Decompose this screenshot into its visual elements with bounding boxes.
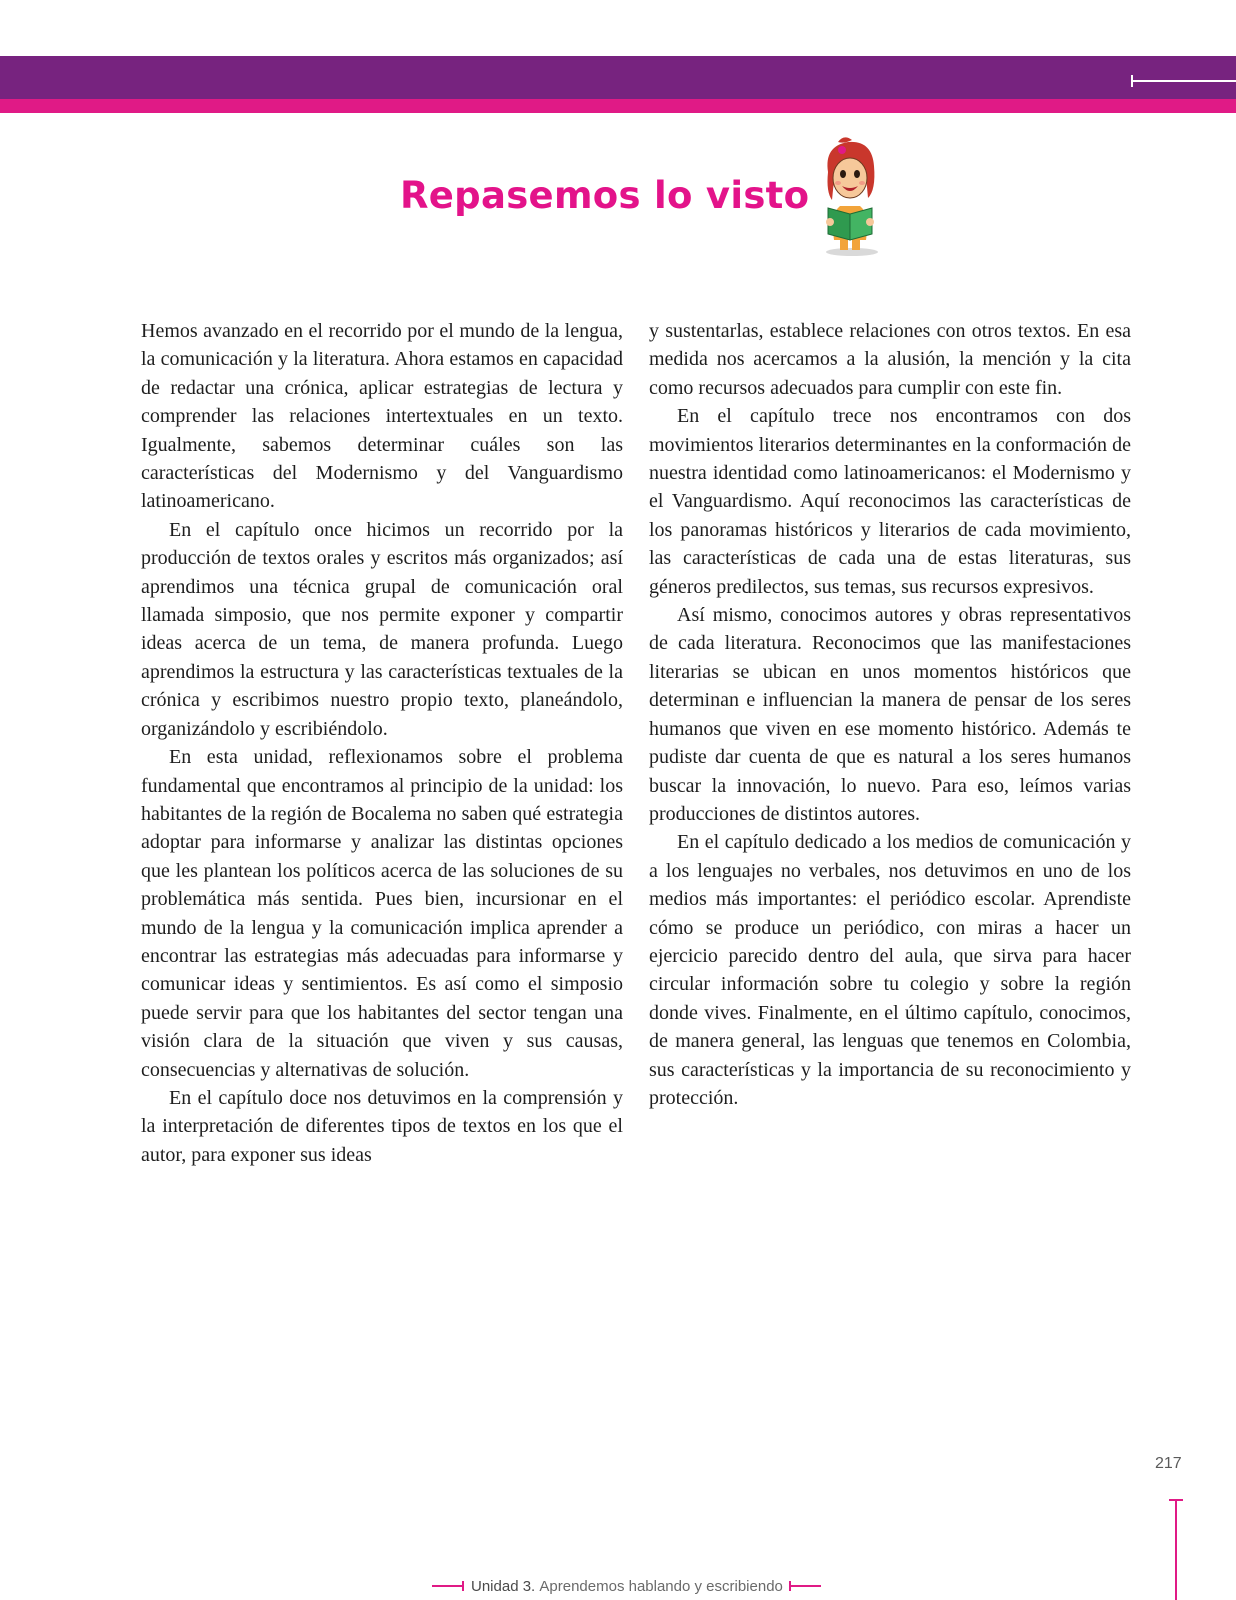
header-band-line — [1131, 80, 1236, 82]
footer-bar-right — [789, 1585, 821, 1587]
paragraph: En el capítulo trece nos encontramos con dos movimientos literarios determinantes en la conformación de nuestra identidad como latinoamericanos: el Modernismo y el Vanguardismo. Aquí reconocimos las características de los panoramas históricos y literarios de cada movimiento, las características de cada una de estas literaturas, sus géneros predilectos, sus temas, sus recursos expresivos. — [649, 405, 1131, 598]
page-title: Repasemos lo visto — [400, 174, 810, 217]
paragraph: Así mismo, conocimos autores y obras representativos de cada literatura. Reconocimos que las manifestaciones literarias se ubican en unos momentos históricos que determinan e influencian la manera de pensar de los seres humanos que viven en ese momento histórico. Además te pudiste dar cuenta de que es natural a los seres humanos buscar la innovación, lo nuevo. Para eso, leímos varias producciones de distintos autores. — [649, 604, 1131, 825]
header-band-tick — [1131, 75, 1133, 87]
paragraph: Hemos avanzado en el recorrido por el mundo de la lengua, la comunicación y la literatura. Ahora estamos en capacidad de redactar una crónica, aplicar estrategias de lectura y comprender las relaciones intertextuales en un texto. Igualmente, sabemos determinar cuáles son las características del Modernismo y del Vanguardismo latinoamericano. — [141, 320, 623, 513]
paragraph: En esta unidad, reflexionamos sobre el problema fundamental que encontramos al principio de la unidad: los habitantes de la región de Bocalema no saben qué estrategia adoptar para informarse y analizar las distintas opciones que les plantean los políticos acerca de las soluciones de su problemática más sentida. Pues bien, incursionar en el mundo de la lengua y la comunicación implica aprender a encontrar las estrategias más adecuadas para informarse y comunicar ideas y sentimientos. Es así como el simposio puede servir para que los habitantes del sector tengan una visión clara de la situación que viven y sus causas, consecuencias y alternativas de solución. — [141, 746, 623, 1081]
left-column — [141, 317, 623, 1169]
right-column — [649, 317, 1131, 1112]
paragraph: En el capítulo dedicado a los medios de comunicación y a los lenguajes no verbales, nos detuvimos en uno de los medios más importantes: el periódico escolar. Aprendiste cómo se produce un periódico, con miras a hacer un ejercicio parecido dentro del aula, que sirva para hacer circular información sobre tu colegio y sobre la región donde vives. Finalmente, en el último capítulo, conocimos, de manera general, las lenguas que tenemos en Colombia, sus características y la importancia de su reconocimiento y protección. — [649, 831, 1131, 1109]
footer-unit-label: Unidad 3. — [471, 1577, 536, 1595]
girl-reading-book-icon — [814, 136, 886, 258]
page-number: 217 — [1155, 1455, 1182, 1472]
header-band-pink — [0, 99, 1236, 113]
paragraph: y sustentarlas, establece relaciones con otros textos. En esa medida nos acercamos a la alusión, la mención y la cita como recursos adecuados para cumplir con este fin. — [649, 320, 1131, 399]
footer-unit-title: Aprendemos hablando y escribiendo — [539, 1577, 783, 1595]
footer-bar-left — [432, 1585, 464, 1587]
paragraph: En el capítulo doce nos detuvimos en la comprensión y la interpretación de diferentes tipos de textos en los que el autor, para exponer sus ideas — [141, 1086, 623, 1166]
side-marker-line — [1175, 1500, 1177, 1600]
running-footer — [432, 1576, 821, 1596]
header-band-purple — [0, 56, 1236, 99]
paragraph: En el capítulo once hicimos un recorrido por la producción de textos orales y escritos más organizados; así aprendimos una técnica grupal de comunicación oral llamada simposio, que nos permite exponer y compartir ideas acerca de un tema, de manera profunda. Luego aprendimos la estructura y las características textuales de la crónica y escribimos nuestro propio texto, planeándolo, organizándolo y escribiéndolo. — [141, 518, 623, 740]
